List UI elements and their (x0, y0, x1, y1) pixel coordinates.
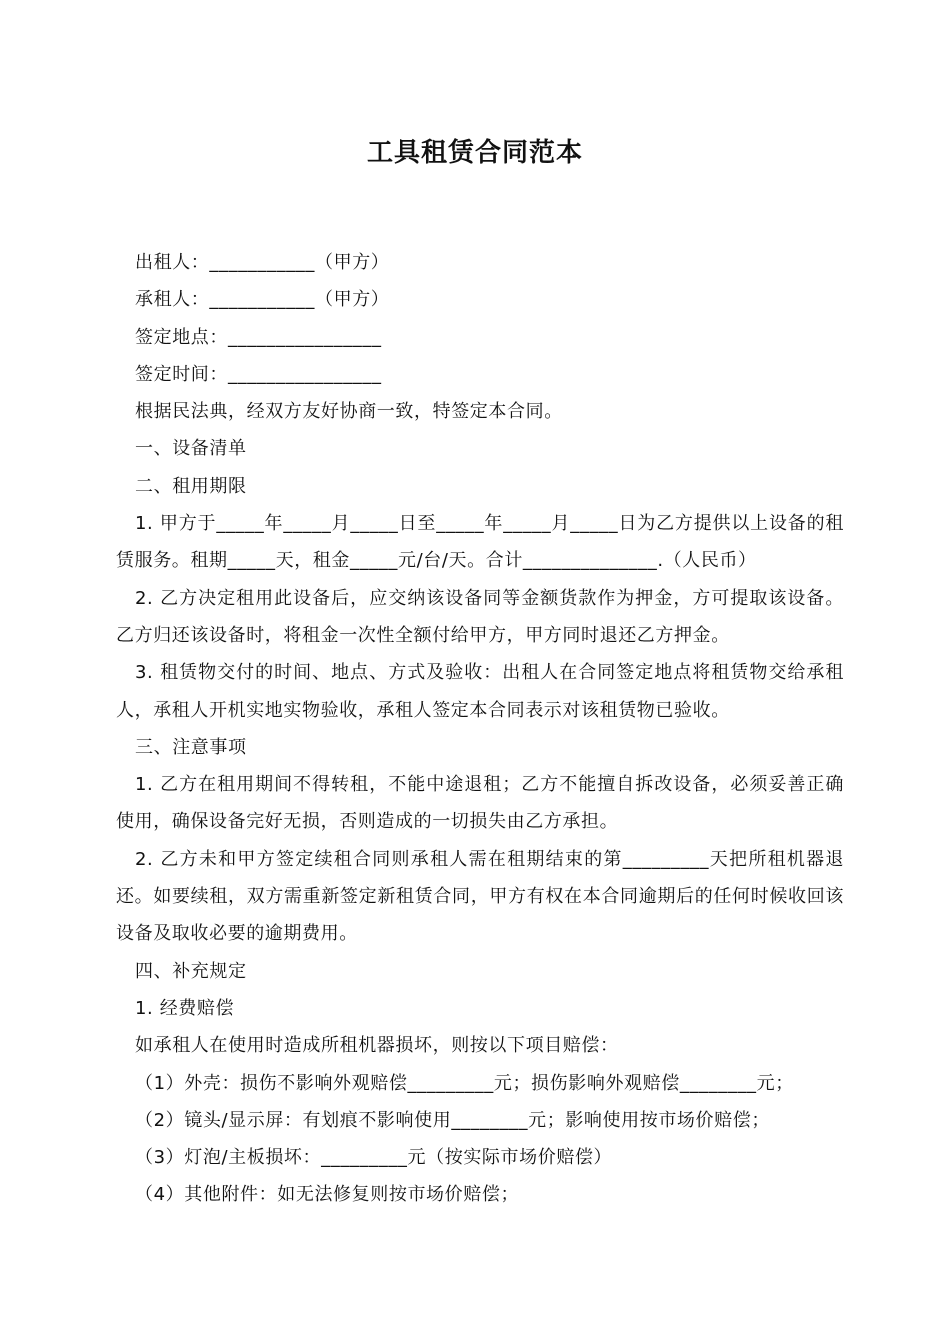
section-heading: 二、租用期限 (135, 475, 247, 497)
clause-paragraph: 1. 乙方在租用期间不得转租，不能中途退租；乙方不能擅自拆改设备，必须妥善正确使用，确保设备完好无损，否则造成的一切损失由乙方承担。 (116, 774, 844, 833)
section-heading: 一、设备清单 (135, 438, 247, 460)
compensation-item: （4）其他附件：如无法修复则按市场价赔偿； (135, 1184, 520, 1206)
compensation-intro: 如承租人在使用时造成所租机器损坏，则按以下项目赔偿： (135, 1035, 619, 1057)
section-heading: 四、补充规定 (135, 960, 247, 982)
clause-paragraph: 3. 租赁物交付的时间、地点、方式及验收：出租人在合同签定地点将租赁物交给承租人，承租人开机实地实物验收，承租人签定本合同表示对该租赁物已验收。 (116, 662, 844, 721)
compensation-item: （3）灯泡/主板损坏：_________元（按实际市场价赔偿） (135, 1147, 613, 1169)
subsection-heading: 1. 经费赔偿 (135, 997, 235, 1019)
sign-time-line: 签定时间：________________ (135, 363, 382, 385)
clause-paragraph: 2. 乙方决定租用此设备后，应交纳该设备同等金额货款作为押金，方可提取该设备。乙方归还该设备时，将租金一次性全额付给甲方，甲方同时退还乙方押金。 (116, 587, 844, 646)
clause-paragraph: 2. 乙方未和甲方签定续租合同则承租人需在租期结束的第_________天把所租机器退还。如要续租，双方需重新签定新租赁合同，甲方有权在本合同逾期后的任何时候收回该设备及取收必要的逾期费用。 (116, 848, 844, 945)
document-title: 工具租赁合同范本 (366, 138, 583, 168)
sign-place-line: 签定地点：________________ (135, 326, 382, 348)
section-heading: 三、注意事项 (135, 736, 247, 758)
lessor-line: 出租人：___________（甲方） (135, 252, 390, 273)
preamble: 根据民法典，经双方友好协商一致，特签定本合同。 (135, 401, 563, 423)
clause-paragraph: 1. 甲方于_____年_____月_____日至_____年_____月_____日为乙方提供以上设备的租赁服务。租期_____天，租金_____元/台/天。合计______________.（人民币） (116, 513, 844, 572)
compensation-item: （2）镜头/显示屏：有划痕不影响使用________元；影响使用按市场价赔偿； (135, 1109, 770, 1131)
compensation-item: （1）外壳：损伤不影响外观赔偿_________元；损伤影响外观赔偿________元； (135, 1072, 794, 1094)
lessee-line: 承租人：___________（甲方） (135, 289, 390, 311)
document-body (116, 244, 844, 1214)
